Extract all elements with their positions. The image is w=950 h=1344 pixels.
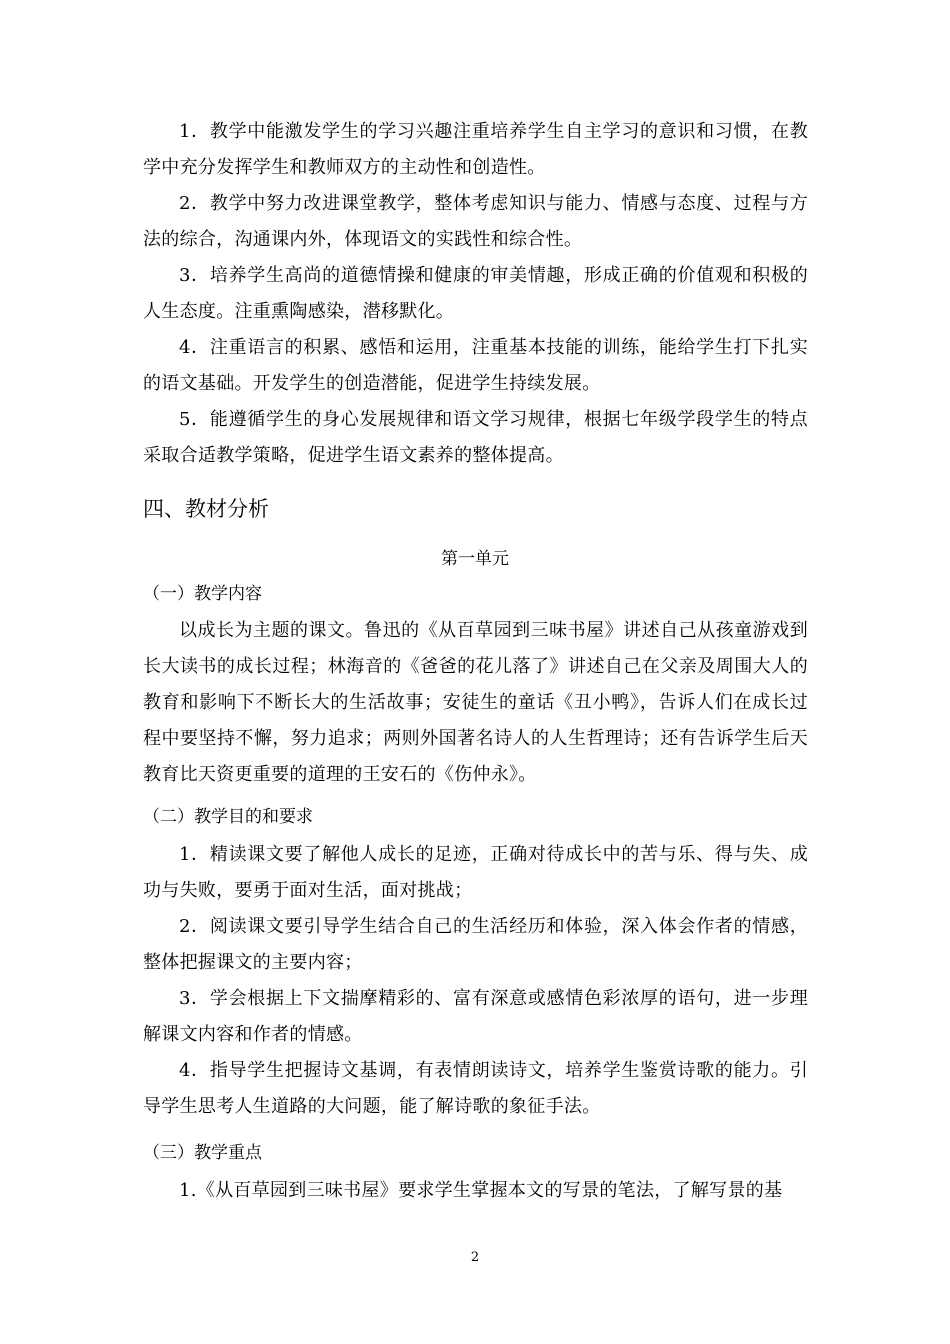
objective-item-2: 2．教学中努力改进课堂教学，整体考虑知识与能力、情感与态度、过程与方法的综合，沟通课内外，体现语文的实践性和综合性。 <box>143 193 808 250</box>
unit-title: 第一单元 <box>441 549 509 569</box>
goals-list <box>143 837 808 1125</box>
focus-heading: （三）教学重点 <box>143 1143 262 1163</box>
content-section <box>143 613 808 793</box>
objective-item-1: 1．教学中能激发学生的学习兴趣注重培养学生自主学习的意识和习惯，在教学中充分发挥学生和教师双方的主动性和创造性。 <box>143 121 808 178</box>
goal-item-1: 1．精读课文要了解他人成长的足迹，正确对待成长中的苦与乐、得与失、成功与失败，要勇于面对生活，面对挑战； <box>143 844 808 901</box>
goals-heading: （二）教学目的和要求 <box>143 807 313 827</box>
focus-item-1: 1.《从百草园到三味书屋》要求学生掌握本文的写景的笔法，了解写景的基 <box>179 1180 783 1201</box>
objective-item-4: 4．注重语言的积累、感悟和运用，注重基本技能的训练，能给学生打下扎实的语文基础。开发学生的创造潜能，促进学生持续发展。 <box>143 337 808 394</box>
section-heading: 四、教材分析 <box>143 497 269 521</box>
page-number: 2 <box>470 1250 480 1265</box>
content-paragraph: 以成长为主题的课文。鲁迅的《从百草园到三味书屋》讲述自己从孩童游戏到长大读书的成长过程；林海音的《爸爸的花儿落了》讲述自己在父亲及周围大人的教育和影响下不断长大的生活故事；安徒生的童话《丑小鸭》，告诉人们在成长过程中要坚持不懈，努力追求；两则外国著名诗人的人生哲理诗；还有告诉学生后天教育比天资更重要的道理的王安石的《伤仲永》。 <box>143 620 808 785</box>
content-heading: （一）教学内容 <box>143 584 262 604</box>
objective-item-5: 5．能遵循学生的身心发展规律和语文学习规律，根据七年级学段学生的特点采取合适教学策略，促进学生语文素养的整体提高。 <box>143 409 808 466</box>
objective-item-3: 3．培养学生高尚的道德情操和健康的审美情趣，形成正确的价值观和积极的人生态度。注重熏陶感染，潜移默化。 <box>143 265 808 322</box>
objectives-list <box>143 114 808 474</box>
focus-list <box>143 1173 808 1209</box>
goal-item-3: 3．学会根据上下文揣摩精彩的、富有深意或感情色彩浓厚的语句，进一步理解课文内容和作者的情感。 <box>143 988 808 1045</box>
goal-item-2: 2．阅读课文要引导学生结合自己的生活经历和体验，深入体会作者的情感，整体把握课文的主要内容； <box>143 916 808 973</box>
goal-item-4: 4．指导学生把握诗文基调，有表情朗读诗文，培养学生鉴赏诗歌的能力。引导学生思考人生道路的大问题，能了解诗歌的象征手法。 <box>143 1060 808 1117</box>
